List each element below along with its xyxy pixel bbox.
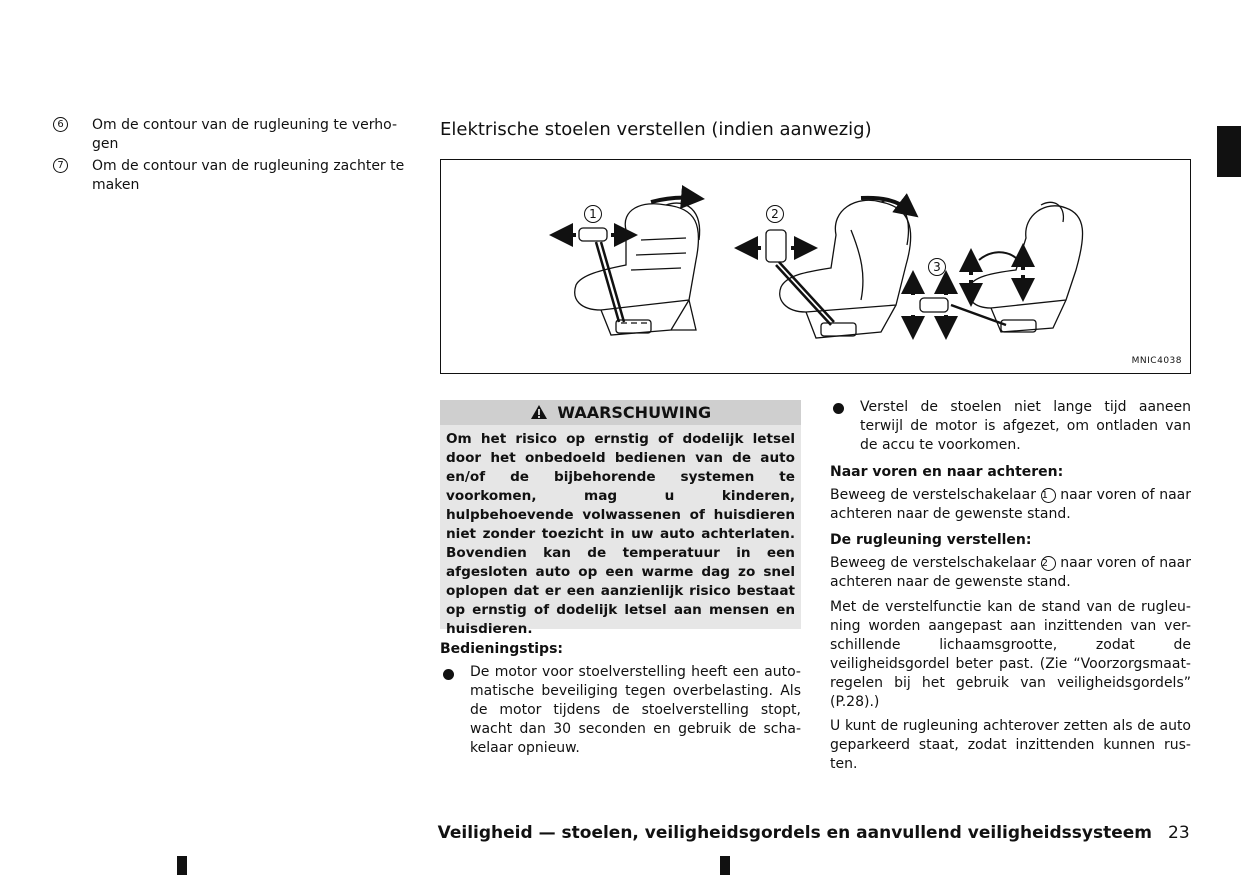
warning-box [440, 400, 801, 637]
lifter-switch-icon [920, 298, 948, 312]
warning-body: Om het risico op ernstig of dodelijk letsel door het onbedoeld bedienen van de auto en/of de bijbehorende systemen te voorkomen, mag u kinderen, hulpbehoevende volwassenen of huisdieren niet zonder toezicht in uw auto achterlaten. Bovendien kan de temperatuur in een afgesloten auto op een warme dag zo snel oplopen dat er een aanzienlijk risico bestaat op ernstig of dodelijk letsel aan mensen en huisdieren. [446, 431, 795, 637]
crop-mark [177, 856, 187, 875]
bullet-icon [833, 403, 844, 414]
recline-paragraph-3: U kunt de rugleuning achterover zetten als de auto geparkeerd staat, zodat inzittenden kunnen rus-ten. [830, 718, 1191, 772]
tips-heading: Bedieningstips: [440, 641, 564, 657]
recline-text: Beweeg de verstelschakelaar 2 naar voren of naar achteren naar de gewenste stand. [830, 555, 1192, 590]
tip-bullet-2: Verstel de stoelen niet lange tijd aaneen terwijl de motor is afgezet, om ontladen van de accu te voorkomen. [860, 399, 1191, 453]
section-title: Elektrische stoelen verstellen (indien aanwezig) [440, 119, 872, 140]
figure-callout-3: 3 [928, 258, 946, 276]
recline-heading: De rugleuning verstellen: [830, 532, 1032, 548]
circled-number-6: 6 [53, 117, 68, 132]
chapter-tab-marker [1217, 126, 1241, 177]
seat-illustration-2 [780, 200, 911, 338]
warning-title: WAARSCHUWING [557, 403, 712, 422]
seat-slide-switch-icon [579, 228, 607, 241]
list-item-text: Om de contour van de rugleuning zachter te maken [92, 158, 405, 193]
warning-header [440, 400, 801, 425]
list-item-text: Om de contour van de rugleuning te verho-gen [92, 117, 398, 152]
recline-paragraph-2: Met de verstelfunctie kan de stand van de rugleu-ning worden aangepast aan inzittenden van ver-schillende lichaamsgrootte, zodat de veiligheidsgordel beter past. (Zie “Voorzorgsmaat-regelen bij het gebruik van veiligheidsgordels” (P.28).) [830, 599, 1191, 710]
figure-callout-2: 2 [766, 205, 784, 223]
seat-adjustment-illustration [441, 160, 1190, 373]
figure-code: MNIC4038 [1131, 356, 1182, 366]
crop-mark [720, 856, 730, 875]
circled-number-7: 7 [53, 158, 68, 173]
page-number: 23 [1168, 823, 1190, 843]
footer-chapter: Veiligheid — stoelen, veiligheidsgordels en aanvullend veiligheidssysteem [437, 823, 1152, 843]
figure-callout-1: 1 [584, 205, 602, 223]
seat-illustration-3 [968, 202, 1082, 332]
circled-number-1: 1 [1041, 488, 1056, 503]
forward-back-heading: Naar voren en naar achteren: [830, 464, 1064, 480]
recline-switch-icon [766, 230, 786, 262]
warning-triangle-icon [530, 404, 548, 420]
seat-figure [440, 159, 1191, 374]
circled-number-2: 2 [1041, 556, 1056, 571]
forward-back-text: Beweeg de verstelschakelaar 1 naar voren of naar achteren naar de gewenste stand. [830, 487, 1192, 522]
bullet-icon [443, 669, 454, 680]
tip-bullet-1: De motor voor stoelverstelling heeft een auto-matische beveiliging tegen overbelasting. Als de motor tijdens de stoelverstelling stopt, wacht dan 30 seconden en gebruik de scha-kelaar opnieuw. [470, 664, 801, 756]
